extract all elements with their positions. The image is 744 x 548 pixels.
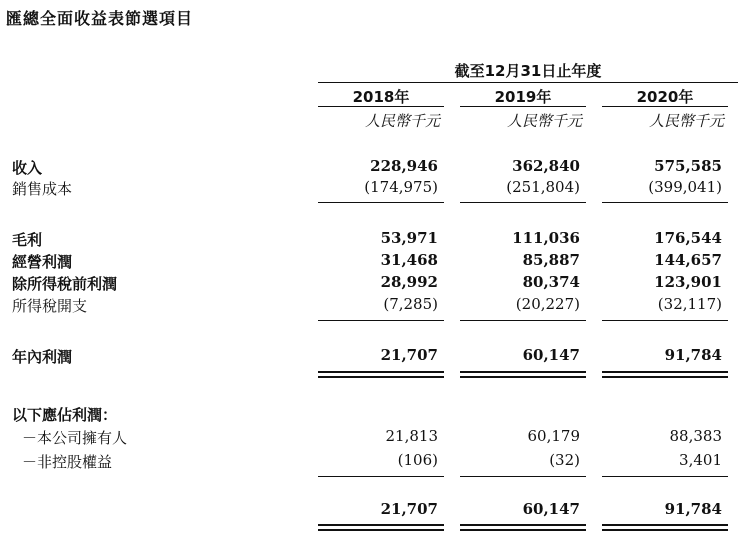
subtotal-line <box>460 202 586 203</box>
subtotal-line <box>460 320 586 321</box>
total-double-line <box>318 524 444 526</box>
page-title: 匯總全面收益表節選項目 <box>6 9 194 28</box>
row-value: 53,971 <box>380 229 438 247</box>
row-value: 575,585 <box>654 157 722 175</box>
row-value: (32,117) <box>657 295 722 313</box>
total-double-line <box>318 529 444 531</box>
row-value: 176,544 <box>654 229 722 247</box>
row-value: 28,992 <box>380 273 438 291</box>
row-value: 60,147 <box>522 346 580 364</box>
row-value: 123,901 <box>654 273 722 291</box>
row-label-profit-for-year: 年內利潤 <box>12 348 73 366</box>
total-double-line <box>602 529 728 531</box>
total-double-line <box>318 371 444 373</box>
row-value: (174,975) <box>364 178 438 196</box>
total-double-line <box>460 376 586 378</box>
subtotal-line <box>318 476 444 477</box>
row-value: (20,227) <box>515 295 580 313</box>
col-unit-2020: 人民幣千元 <box>648 112 724 130</box>
row-value: 111,036 <box>512 229 580 247</box>
row-value: 3,401 <box>679 451 722 469</box>
row-value: 362,840 <box>512 157 580 175</box>
col-year-underline <box>318 106 444 107</box>
total-double-line <box>318 376 444 378</box>
total-double-line <box>460 371 586 373</box>
row-value: 60,147 <box>522 500 580 518</box>
total-double-line <box>602 524 728 526</box>
row-label-operating-profit: 經營利潤 <box>12 253 73 271</box>
row-value: (32) <box>549 451 580 469</box>
period-header: 截至12月31日止年度 <box>454 62 602 80</box>
row-value: 228,946 <box>370 157 438 175</box>
row-value: 88,383 <box>669 427 722 445</box>
row-value: 21,707 <box>380 500 438 518</box>
row-label-owners: －本公司擁有人 <box>22 429 128 447</box>
row-label-income-tax: 所得稅開支 <box>12 297 88 315</box>
row-value: 91,784 <box>664 346 722 364</box>
row-value: (7,285) <box>383 295 438 313</box>
row-label-cost-of-sales: 銷售成本 <box>12 180 73 198</box>
row-value: 80,374 <box>522 273 580 291</box>
row-value: 21,707 <box>380 346 438 364</box>
row-value: (106) <box>397 451 438 469</box>
subtotal-line <box>318 320 444 321</box>
period-underline <box>318 82 738 83</box>
row-value: 21,813 <box>385 427 438 445</box>
col-unit-2018: 人民幣千元 <box>364 112 440 130</box>
row-value: 91,784 <box>664 500 722 518</box>
col-year-2018: 2018年 <box>352 88 410 106</box>
row-label-profit-before-tax: 除所得稅前利潤 <box>12 275 118 293</box>
row-label-gross-profit: 毛利 <box>12 231 43 249</box>
col-year-underline <box>460 106 586 107</box>
row-label-non-controlling: －非控股權益 <box>22 453 113 471</box>
total-double-line <box>602 371 728 373</box>
subtotal-line <box>602 320 728 321</box>
row-label-revenue: 收入 <box>12 159 43 177</box>
total-double-line <box>460 524 586 526</box>
row-value: 60,179 <box>527 427 580 445</box>
subtotal-line <box>318 202 444 203</box>
subtotal-line <box>460 476 586 477</box>
row-value: 144,657 <box>654 251 722 269</box>
row-value: 31,468 <box>380 251 438 269</box>
row-label-attributable-to: 以下應佔利潤： <box>12 406 118 424</box>
row-value: (399,041) <box>648 178 722 196</box>
row-value: 85,887 <box>522 251 580 269</box>
col-year-2019: 2019年 <box>494 88 552 106</box>
total-double-line <box>460 529 586 531</box>
col-unit-2019: 人民幣千元 <box>506 112 582 130</box>
total-double-line <box>602 376 728 378</box>
col-year-2020: 2020年 <box>636 88 694 106</box>
col-year-underline <box>602 106 728 107</box>
subtotal-line <box>602 202 728 203</box>
row-value: (251,804) <box>506 178 580 196</box>
subtotal-line <box>602 476 728 477</box>
